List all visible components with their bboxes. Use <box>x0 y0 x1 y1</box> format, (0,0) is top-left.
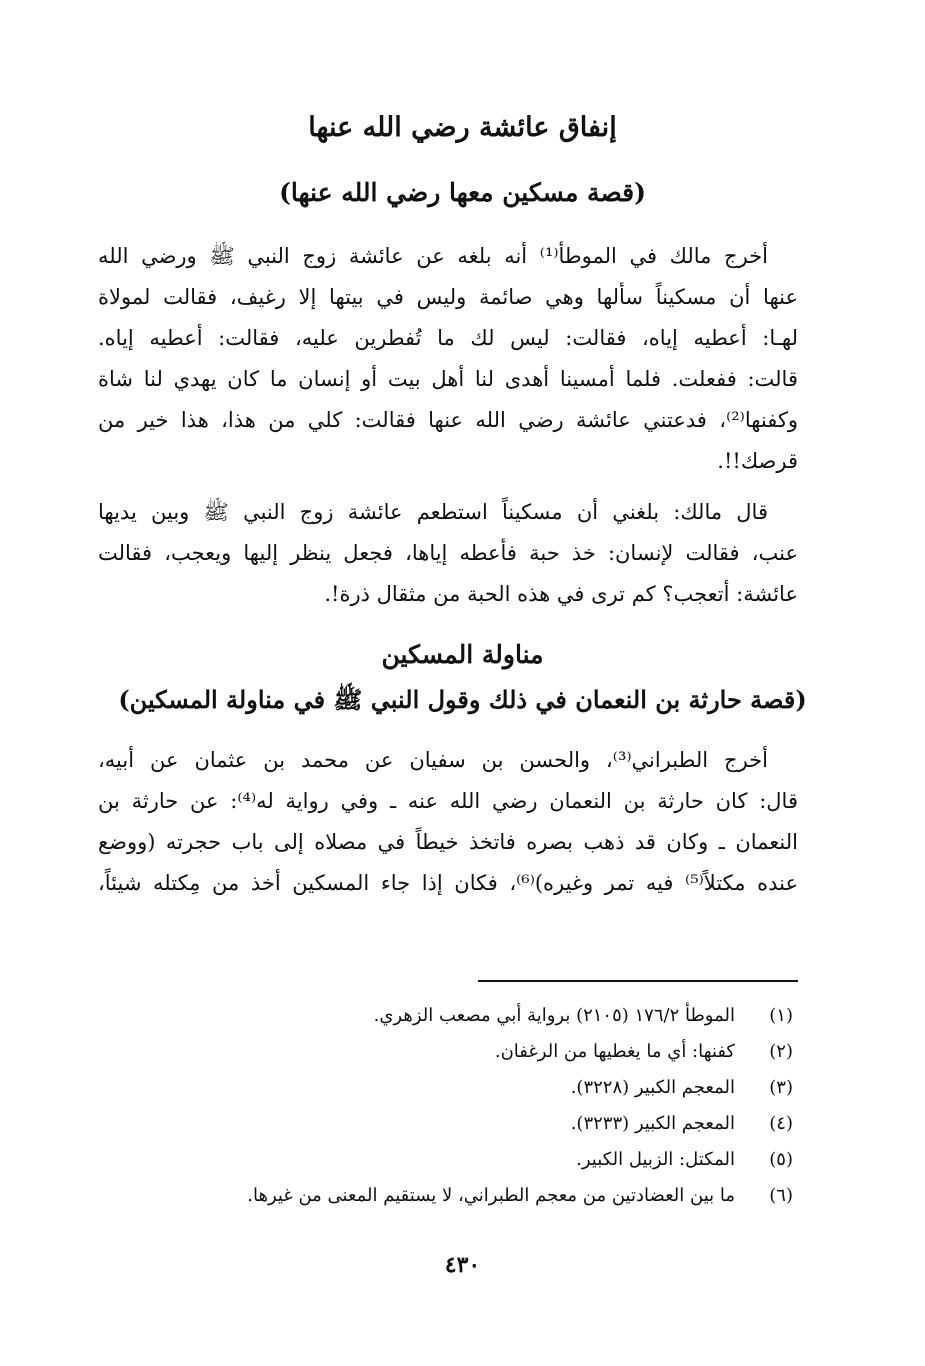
footnote-number: (٤) <box>769 1113 793 1134</box>
paragraph-line: عائشة: أتعجب؟ كم ترى في هذه الحبة من مثقال ذرة!. <box>324 582 798 606</box>
section-title: مناولة المسكين <box>381 640 544 669</box>
footnote-item <box>173 998 793 1034</box>
footnote-number: (٢) <box>769 1041 793 1062</box>
page-number: ٤٣٠ <box>444 1252 481 1278</box>
paragraph-line: قال مالك: بلغني أن مسكيناً استطعم عائشة زوج النبي ﷺ وبين يديها <box>98 500 768 524</box>
footnote-text: المعجم الكبير (٣٢٣٣). <box>570 1113 735 1134</box>
paragraph-line: قرصك!!. <box>717 449 798 473</box>
footnote-text: الموطأ ١٧٦/٢ (٢١٠٥) برواية أبي مصعب الزهري. <box>373 1005 735 1026</box>
paragraph-line: قالت: ففعلت. فلما أمسينا أهدى لنا أهل بيت أو إنسان ما كان يهدي لنا شاة <box>98 367 798 391</box>
footnote-divider <box>478 980 798 982</box>
footnote-text: ما بين العضادتين من معجم الطبراني، لا يستقيم المعنى من غيرها. <box>247 1185 735 1206</box>
footnote-number: (٦) <box>769 1185 793 1206</box>
main-title: إنفاق عائشة رضي الله عنها <box>308 112 617 143</box>
footnotes <box>173 998 793 1214</box>
paragraph-1 <box>98 236 798 482</box>
paragraph-line: أخرج الطبراني⁽³⁾، والحسن بن سفيان عن محمد بن عثمان عن أبيه، <box>98 748 768 772</box>
footnote-number: (١) <box>769 1005 793 1026</box>
footnote-item <box>173 1106 793 1142</box>
paragraph-line: عنب، فقالت لإنسان: خذ حبة فأعطه إياها، فجعل ينظر إليها ويعجب، فقالت <box>98 541 798 565</box>
paragraph-line: النعمان ـ وكان قد ذهب بصره فاتخذ خيطاً في مصلاه إلى باب حجرته (ووضع <box>98 830 798 854</box>
paragraph-line: لهـا: أعطيه إياه، فقالت: ليس لك ما تُفطرين عليه، فقالت: أعطيه إياه. <box>98 326 798 350</box>
paragraph-2 <box>98 492 798 615</box>
footnote-item <box>173 1178 793 1214</box>
footnote-number: (٣) <box>769 1077 793 1098</box>
paragraph-line: قال: كان حارثة بن النعمان رضي الله عنه ـ وفي رواية له⁽⁴⁾: عن حارثة بن <box>98 789 798 813</box>
paragraph-line: وكفنها⁽²⁾، فدعتني عائشة رضي الله عنها فقالت: كلي من هذا، هذا خير من <box>98 408 798 432</box>
sub-title: (قصة مسكين معها رضي الله عنها) <box>279 178 646 207</box>
footnote-text: كفنها: أي ما يغطيها من الرغفان. <box>494 1041 735 1062</box>
footnote-text: المعجم الكبير (٣٢٢٨). <box>570 1077 735 1098</box>
paragraph-3 <box>98 740 798 904</box>
paragraph-line: عنها أن مسكيناً سألها وهي صائمة وليس في بيتها إلا رغيف، فقالت لمولاة <box>98 285 798 309</box>
footnote-number: (٥) <box>769 1149 793 1170</box>
footnote-text: المكتل: الزبيل الكبير. <box>576 1149 735 1170</box>
footnote-item <box>173 1142 793 1178</box>
footnote-item <box>173 1070 793 1106</box>
paragraph-line: عنده مكتلاً⁽⁵⁾ فيه تمر وغيره)⁽⁶⁾، فكان إذا جاء المسكين أخذ من مِكتله شيئاً، <box>98 871 798 895</box>
paragraph-line: أخرج مالك في الموطأ⁽¹⁾ أنه بلغه عن عائشة زوج النبي ﷺ ورضي الله <box>98 244 768 268</box>
footnote-item <box>173 1034 793 1070</box>
section-subtitle: (قصة حارثة بن النعمان في ذلك وقول النبي ﷺ في مناولة المسكين) <box>118 685 807 714</box>
